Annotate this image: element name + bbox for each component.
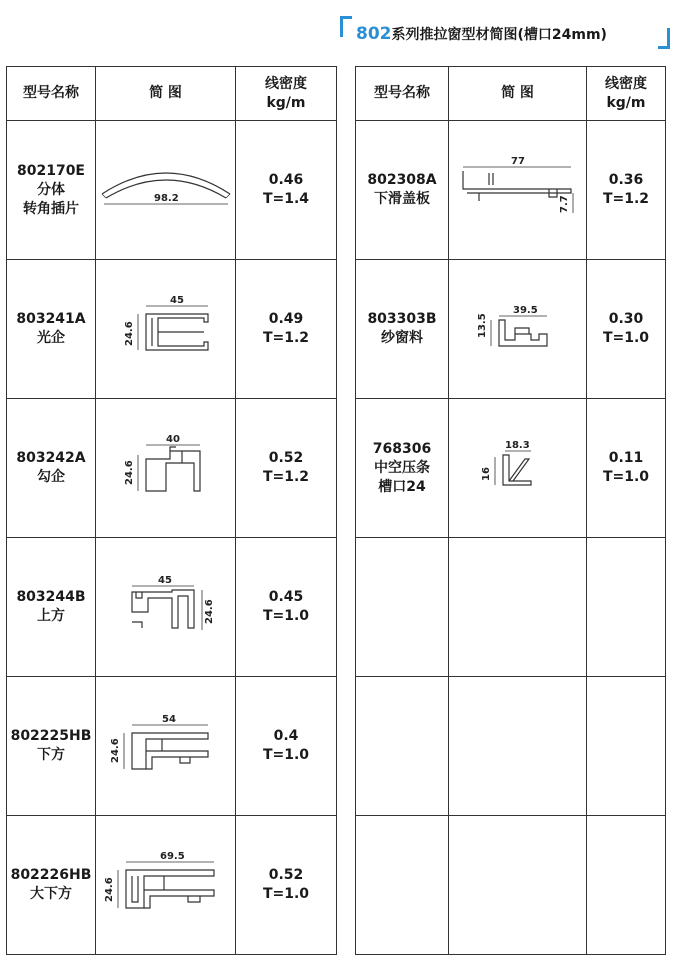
profile-drawing-802225hb (96, 711, 236, 781)
line-density: 0.4 T=1.0 (236, 677, 337, 816)
model-name: 803303B 纱窗料 (356, 260, 449, 399)
profile-drawing-802170e (96, 160, 236, 220)
dimension-label: 45 (170, 295, 184, 306)
dimension-label: 7.7 (559, 195, 570, 213)
title-text: 系列推拉窗型材简图(槽口24mm) (391, 27, 607, 43)
profile-drawing-803241a (96, 294, 236, 364)
profile-diagram (96, 121, 236, 260)
profile-drawing-803242a (96, 433, 236, 503)
dimension-label: 98.2 (154, 193, 179, 204)
profile-diagram (96, 260, 236, 399)
line-density: 0.30 T=1.0 (587, 260, 666, 399)
dimension-label: 16 (481, 467, 492, 481)
table-row (7, 121, 337, 260)
dimension-label: 45 (158, 575, 172, 586)
header-model: 型号名称 (7, 67, 96, 121)
dimension-label: 24.6 (110, 738, 121, 763)
table-header-row (7, 67, 337, 121)
model-name (356, 538, 449, 677)
model-name: 803241A 光企 (7, 260, 96, 399)
model-name: 768306 中空压条 槽口24 (356, 399, 449, 538)
line-density: 0.11 T=1.0 (587, 399, 666, 538)
profile-diagram (449, 816, 587, 955)
table-row (356, 260, 666, 399)
profile-table-left (6, 66, 337, 955)
table-row (7, 260, 337, 399)
dimension-label: 13.5 (477, 313, 488, 338)
header-density: 线密度 kg/m (236, 67, 337, 121)
dimension-label: 24.6 (124, 460, 135, 485)
model-name: 802170E 分体 转角插片 (7, 121, 96, 260)
table-row (356, 399, 666, 538)
dimension-label: 39.5 (513, 305, 538, 316)
profile-table-right (355, 66, 666, 955)
dimension-label: 24.6 (104, 877, 115, 902)
dimension-label: 40 (166, 434, 180, 445)
line-density: 0.36 T=1.2 (587, 121, 666, 260)
model-name: 802225HB 下方 (7, 677, 96, 816)
line-density: 0.52 T=1.0 (236, 816, 337, 955)
table-row (7, 677, 337, 816)
header-diagram: 简 图 (96, 67, 236, 121)
profile-diagram (449, 538, 587, 677)
line-density (587, 538, 666, 677)
profile-drawing-768306 (449, 433, 587, 503)
profile-diagram (96, 399, 236, 538)
dimension-label: 54 (162, 714, 176, 725)
profile-drawing-802226hb (96, 850, 236, 920)
profile-diagram (96, 677, 236, 816)
line-density: 0.46 T=1.4 (236, 121, 337, 260)
header-diagram: 简 图 (449, 67, 587, 121)
header-density: 线密度 kg/m (587, 67, 666, 121)
model-name (356, 677, 449, 816)
page-title (356, 24, 607, 44)
line-density (587, 816, 666, 955)
profile-diagram (449, 399, 587, 538)
dimension-label: 18.3 (505, 440, 530, 451)
profile-drawing-803303b (449, 294, 587, 364)
model-name: 802308A 下滑盖板 (356, 121, 449, 260)
dimension-label: 24.6 (204, 599, 215, 624)
profile-diagram (449, 260, 587, 399)
dimension-label: 24.6 (124, 321, 135, 346)
model-name: 802226HB 大下方 (7, 816, 96, 955)
line-density: 0.49 T=1.2 (236, 260, 337, 399)
header-model: 型号名称 (356, 67, 449, 121)
table-header-row (356, 67, 666, 121)
table-row (356, 121, 666, 260)
table-row (356, 677, 666, 816)
title-bracket-right (658, 28, 670, 49)
title-bracket-left (340, 16, 352, 37)
line-density: 0.45 T=1.0 (236, 538, 337, 677)
table-row (7, 538, 337, 677)
profile-diagram (96, 816, 236, 955)
model-name: 803244B 上方 (7, 538, 96, 677)
table-row (7, 399, 337, 538)
dimension-label: 69.5 (160, 851, 185, 862)
table-row (356, 816, 666, 955)
table-row (356, 538, 666, 677)
profile-diagram (449, 121, 587, 260)
dimension-label: 77 (511, 156, 525, 167)
title-series-number: 802 (356, 24, 392, 44)
line-density: 0.52 T=1.2 (236, 399, 337, 538)
model-name (356, 816, 449, 955)
profile-drawing-802308a (449, 155, 587, 225)
profile-diagram (96, 538, 236, 677)
profile-diagram (449, 677, 587, 816)
profile-drawing-803244b (96, 572, 236, 642)
line-density (587, 677, 666, 816)
model-name: 803242A 勾企 (7, 399, 96, 538)
table-row (7, 816, 337, 955)
page-title-block (340, 14, 670, 48)
